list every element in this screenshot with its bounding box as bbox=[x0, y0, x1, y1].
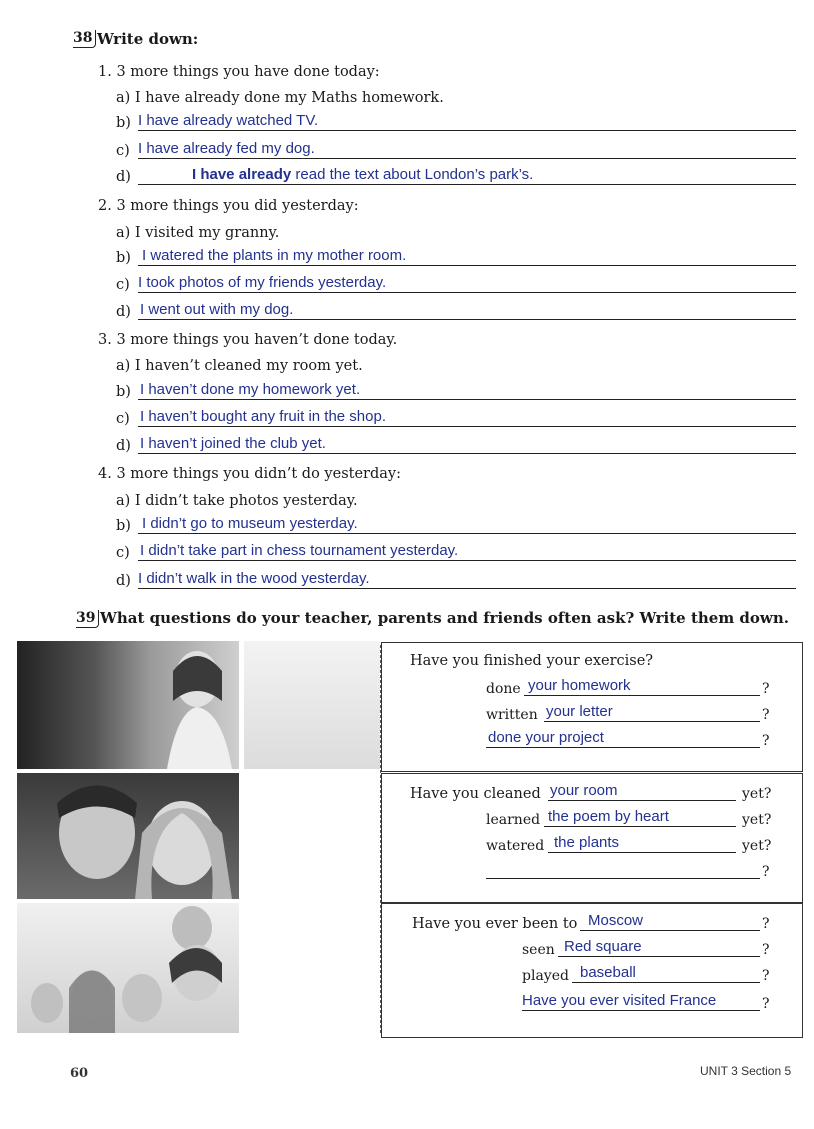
box1-row-written[interactable]: written your letter ? bbox=[486, 703, 770, 723]
handwritten-answer: baseball bbox=[580, 964, 636, 981]
handwritten-answer: I have already watched TV. bbox=[138, 112, 319, 129]
box1-row-extra[interactable]: done your project ? bbox=[488, 729, 770, 749]
task-4-example: a) I didn’t take photos yesterday. bbox=[116, 493, 358, 509]
handwritten-answer: I haven’t done my homework yet. bbox=[140, 381, 361, 398]
answer-line bbox=[138, 184, 796, 185]
answer-line bbox=[138, 158, 796, 159]
task-1-example: a) I have already done my Maths homework. bbox=[116, 90, 444, 106]
task-1-answer-d[interactable]: d) I have already read the text about London’s park’s. bbox=[116, 166, 796, 186]
box2-row-watered[interactable]: watered the plants yet? bbox=[486, 834, 772, 854]
task-2-answer-d[interactable]: d) I went out with my dog. bbox=[116, 301, 796, 321]
handwritten-answer: I took photos of my friends yesterday. bbox=[138, 274, 387, 291]
box1-row-done[interactable]: done your homework ? bbox=[486, 677, 770, 697]
handwritten-answer: I have already read the text about London’s park’s. bbox=[192, 166, 534, 183]
box3-row-extra[interactable]: Have you ever visited France ? bbox=[522, 992, 770, 1012]
box2-row-cleaned[interactable]: Have you cleaned your room yet? bbox=[410, 782, 772, 802]
exercise-39-number: 39 bbox=[76, 610, 99, 628]
answer-line bbox=[138, 588, 796, 589]
answer-line bbox=[138, 130, 796, 131]
handwritten-answer: I have already fed my dog. bbox=[138, 140, 315, 157]
handwritten-answer: I haven’t joined the club yet. bbox=[140, 435, 326, 452]
task-2-answer-c[interactable]: c) I took photos of my friends yesterday. bbox=[116, 274, 796, 294]
answer-line bbox=[138, 292, 796, 293]
answer-line bbox=[138, 560, 796, 561]
handwritten-answer: your homework bbox=[528, 677, 631, 694]
exercise-38-number: 38 bbox=[73, 30, 96, 48]
handwritten-answer: Have you ever visited France bbox=[522, 992, 717, 1009]
handwritten-answer: I went out with my dog. bbox=[140, 301, 294, 318]
task-3-answer-d[interactable]: d) I haven’t joined the club yet. bbox=[116, 435, 796, 455]
task-4-answer-b[interactable]: b) I didn’t go to museum yesterday. bbox=[116, 515, 796, 535]
question-box-cleaned bbox=[381, 773, 803, 903]
exercise-39-title: What questions do your teacher, parents and friends often ask? Write them down. bbox=[100, 609, 789, 627]
handwritten-answer: the plants bbox=[554, 834, 620, 851]
friends-photo bbox=[17, 903, 239, 1033]
handwritten-answer: your letter bbox=[546, 703, 613, 720]
task-1-label: 1. 3 more things you have done today: bbox=[98, 64, 380, 80]
answer-line bbox=[138, 426, 796, 427]
task-3-answer-c[interactable]: c) I haven’t bought any fruit in the shop. bbox=[116, 408, 796, 428]
box2-row-extra[interactable]: ? bbox=[486, 860, 776, 880]
handwritten-answer: Moscow bbox=[588, 912, 644, 929]
answer-line bbox=[138, 399, 796, 400]
box3-row-been[interactable]: Have you ever been to Moscow ? bbox=[412, 912, 770, 932]
task-3-label: 3. 3 more things you haven’t done today. bbox=[98, 332, 398, 348]
handwritten-answer: done your project bbox=[488, 729, 604, 746]
handwritten-answer: the poem by heart bbox=[548, 808, 669, 825]
parents-photo bbox=[17, 773, 239, 899]
question-box-finished bbox=[381, 642, 803, 772]
task-3-answer-b[interactable]: b) I haven’t done my homework yet. bbox=[116, 381, 796, 401]
background-texture bbox=[244, 641, 380, 769]
box3-row-seen[interactable]: seen Red square ? bbox=[522, 938, 770, 958]
handwritten-answer: I watered the plants in my mother room. bbox=[142, 247, 407, 264]
answer-line bbox=[138, 265, 796, 266]
answer-line bbox=[138, 319, 796, 320]
exercise-38-title: Write down: bbox=[97, 30, 199, 48]
handwritten-answer: I didn’t go to museum yesterday. bbox=[142, 515, 358, 532]
box2-row-learned[interactable]: learned the poem by heart yet? bbox=[486, 808, 772, 828]
handwritten-answer: your room bbox=[550, 782, 618, 799]
teacher-photo bbox=[17, 641, 239, 769]
box1-prompt: Have you finished your exercise? bbox=[410, 653, 654, 669]
task-1-answer-c[interactable]: c) I have already fed my dog. bbox=[116, 140, 796, 160]
answer-line bbox=[138, 453, 796, 454]
task-3-example: a) I haven’t cleaned my room yet. bbox=[116, 358, 363, 374]
handwritten-answer: I haven’t bought any fruit in the shop. bbox=[140, 408, 386, 425]
task-1-answer-b[interactable]: b) I have already watched TV. bbox=[116, 112, 796, 132]
handwritten-answer: I didn’t walk in the wood yesterday. bbox=[138, 570, 370, 587]
task-4-label: 4. 3 more things you didn’t do yesterday: bbox=[98, 466, 401, 482]
question-box-ever bbox=[381, 903, 803, 1038]
box3-row-played[interactable]: played baseball ? bbox=[522, 964, 770, 984]
handwritten-answer: Red square bbox=[564, 938, 642, 955]
task-4-answer-c[interactable]: c) I didn’t take part in chess tournament yesterday. bbox=[116, 542, 796, 562]
answer-line bbox=[138, 533, 796, 534]
section-label: UNIT 3 Section 5 bbox=[700, 1064, 792, 1078]
page-number: 60 bbox=[70, 1066, 89, 1081]
task-2-answer-b[interactable]: b) I watered the plants in my mother room. bbox=[116, 247, 796, 267]
task-2-label: 2. 3 more things you did yesterday: bbox=[98, 198, 359, 214]
handwritten-answer: I didn’t take part in chess tournament yesterday. bbox=[140, 542, 459, 559]
task-2-example: a) I visited my granny. bbox=[116, 225, 280, 241]
task-4-answer-d[interactable]: d) I didn’t walk in the wood yesterday. bbox=[116, 570, 796, 590]
